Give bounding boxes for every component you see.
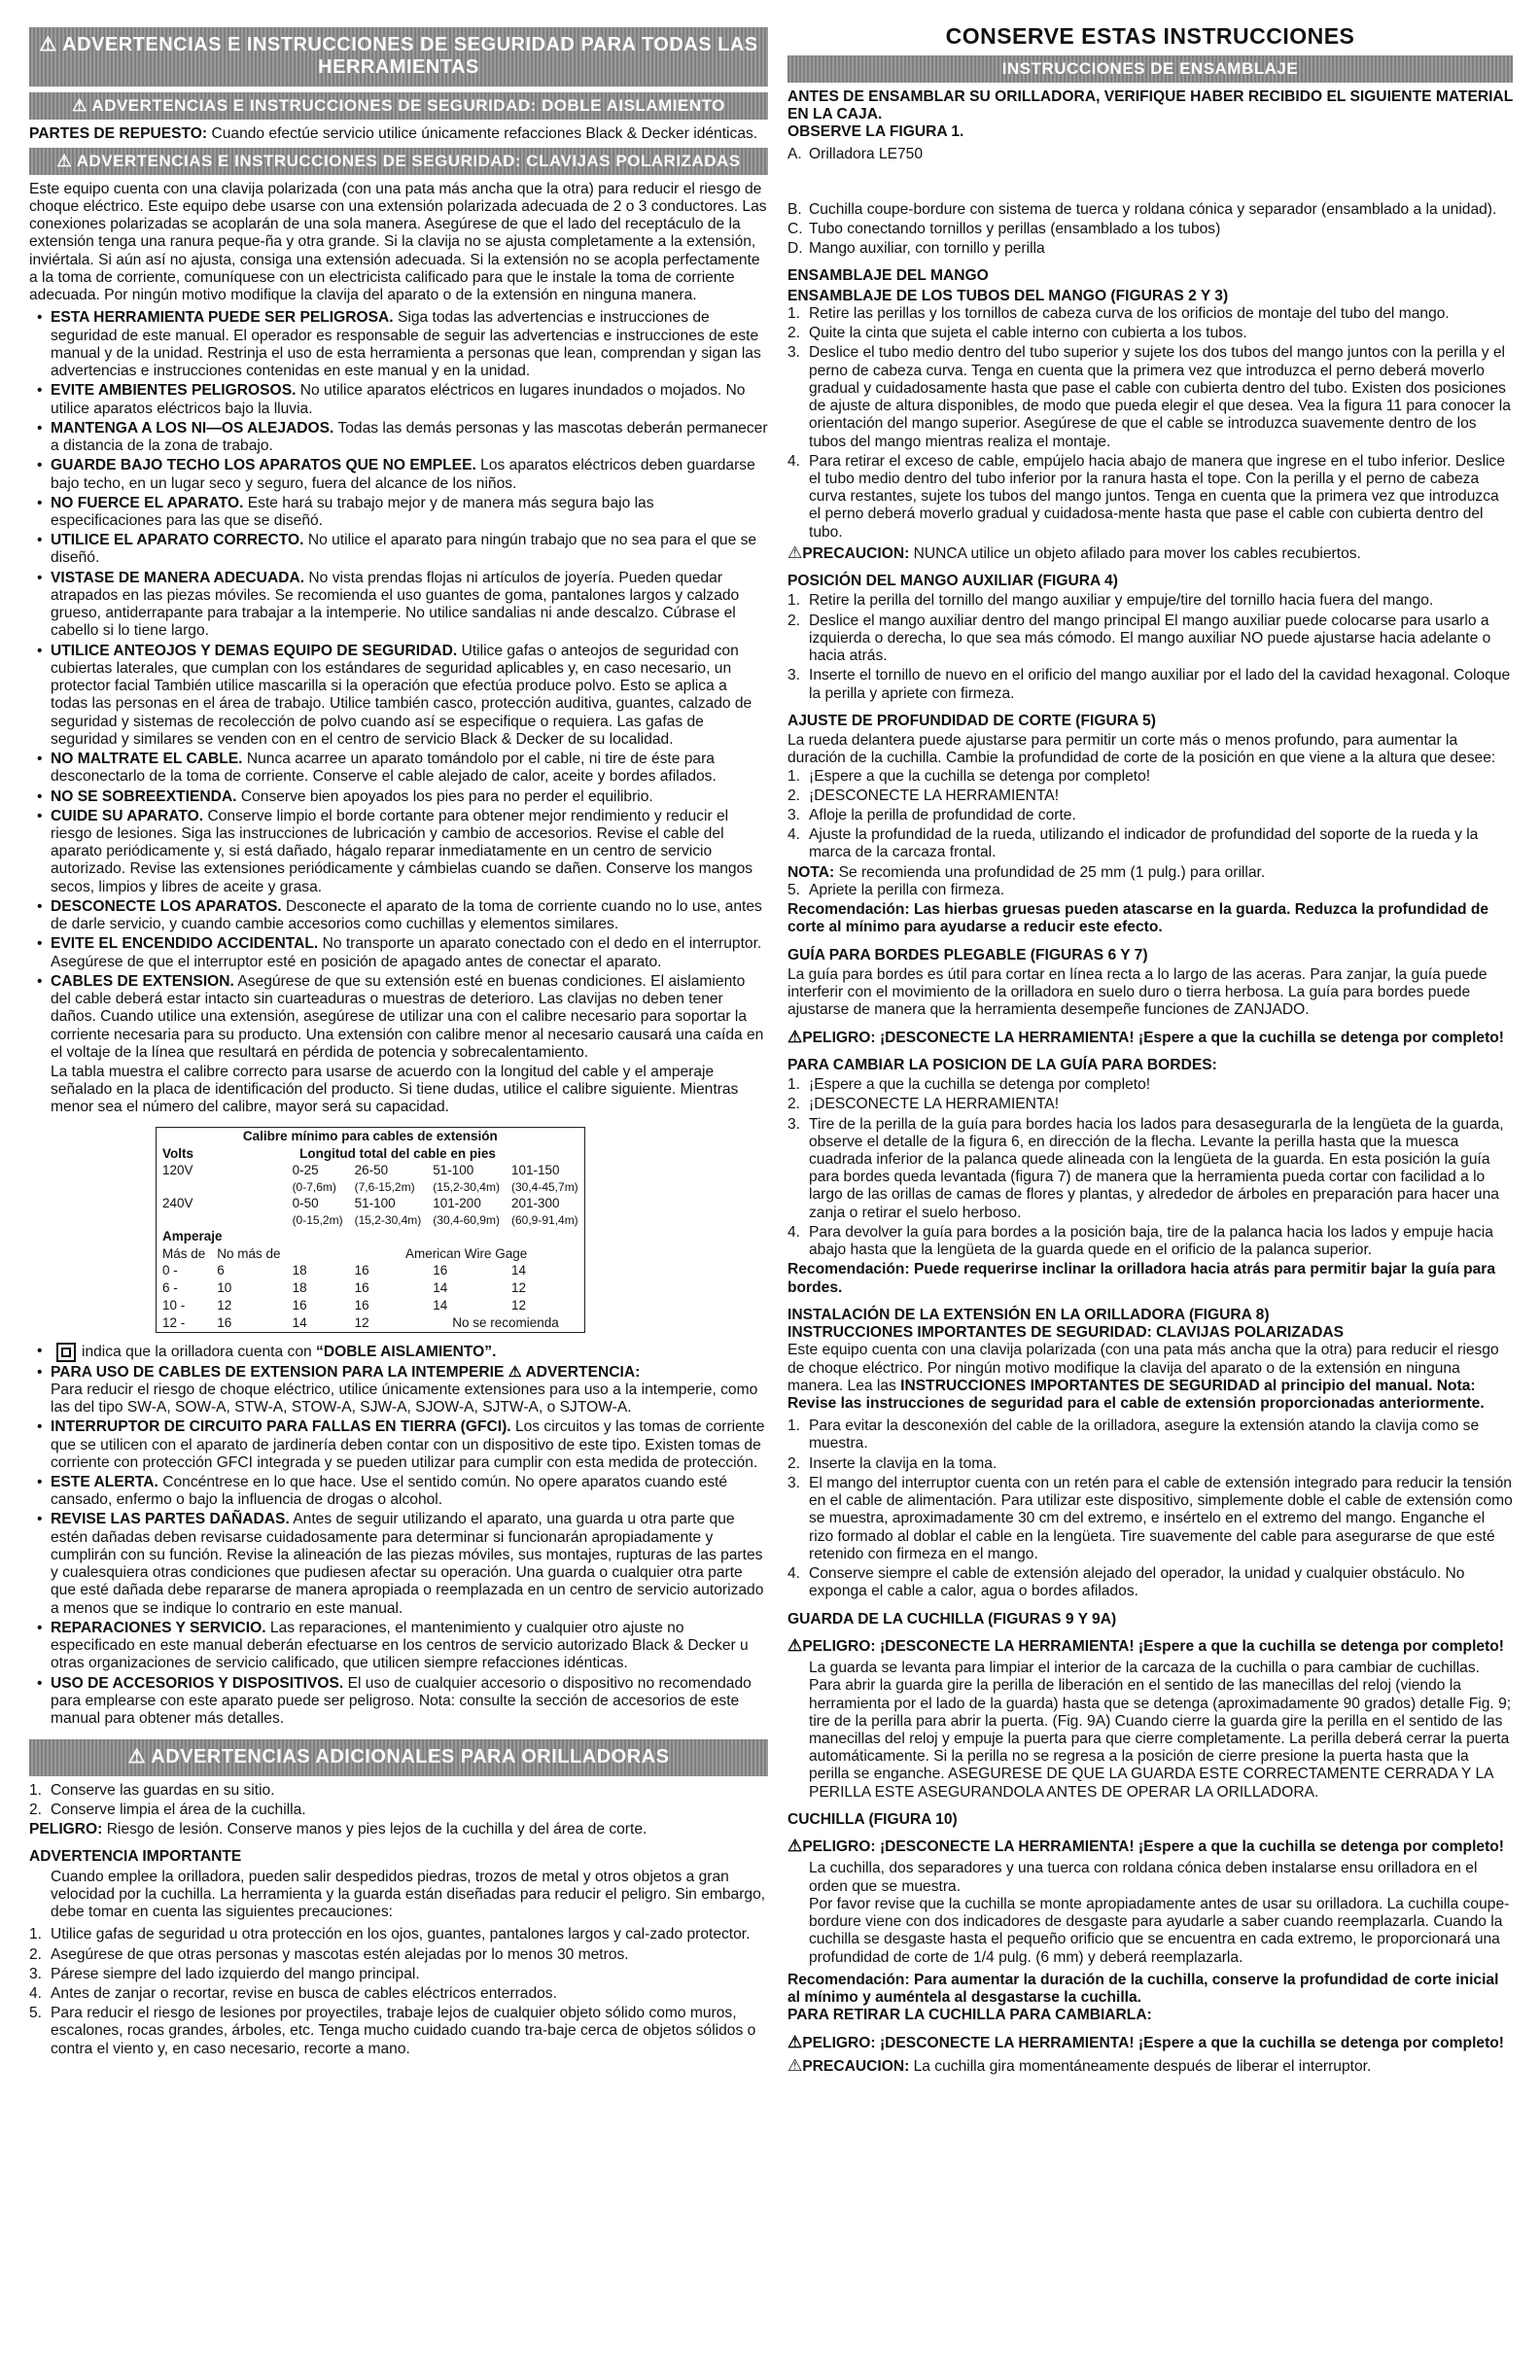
see-figure-1: OBSERVE LA FIGURA 1. <box>788 123 964 141</box>
list-item: 2. Asegúrese de que otras personas y mascotas estén alejadas por lo menos 30 metros. <box>29 1945 629 1963</box>
list-item: • ESTA HERRAMIENTA PUEDE SER PELIGROSA. Siga todas las advertencias e instrucciones de seguridad de este manual. El operador es responsable de seguir las advertencias e instrucciones de este manual y de la unidad. Restrinja el uso de esta herramienta a personas que lean, comprendan y sigan las advertencias e instrucciones contenidas en este manual y en la unidad. <box>51 309 768 380</box>
list-item: 4. Ajuste la profundidad de la rueda, utilizando el indicador de profundidad del soporte de la rueda y la marca de la carcaza frontal. <box>788 826 1479 861</box>
list-item: 4. Antes de zanjar o recortar, revise en busca de cables eléctricos enterrados. <box>29 1985 557 2003</box>
safety-bullet-list <box>29 309 768 1062</box>
warning-triangle-icon: ⚠ <box>788 1027 803 1046</box>
warning-triangle-icon: ⚠ <box>788 2032 803 2051</box>
danger-warning-3: ⚠PELIGRO: ¡DESCONECTE LA HERRAMIENTA! ¡Espere a que la cuchilla se detenga por completo! <box>788 1837 1504 1856</box>
list-item: • NO SE SOBREEXTIENDA. Conserve bien apoyados los pies para no perder el equilibrio. <box>51 788 768 806</box>
list-item: 1. Utilice gafas de seguridad u otra protección en los ojos, guantes, pantalones largos y cal-zado protector. <box>29 1926 751 1943</box>
list-item: • indica que la orilladora cuenta con “DOBLE AISLAMIENTO”. <box>51 1343 768 1362</box>
cut-depth-text: La rueda delantera puede ajustarse para permitir un corte más o menos profundo, para aumentar la duración de la cuchilla. Cambie la profundidad de corte de la posición en que viene a la altura que desee: <box>788 732 1496 767</box>
list-item: • UTILICE EL APARATO CORRECTO. No utilice el aparato para ningún trabajo que no sea para el que se diseñó. <box>51 532 768 567</box>
handle-assembly-heading: ENSAMBLAJE DEL MANGO <box>788 267 989 285</box>
list-item: 2. Conserve limpia el área de la cuchilla. <box>29 1801 306 1818</box>
blade-text-1: La cuchilla, dos separadores y una tuerca con roldana cónica deben instalarse ensu orilladora en el orden que se muestra. <box>809 1860 1478 1895</box>
depth-note: NOTA: Se recomienda una profundidad de 25 mm (1 pulg.) para orillar. <box>788 863 1266 881</box>
additional-warnings-list <box>29 1782 768 1819</box>
extension-steps <box>788 1418 1513 1600</box>
caution-note-2: ⚠PRECAUCION: La cuchilla gira momentáneamente después de liberar el interruptor. <box>788 2055 1372 2075</box>
warning-triangle-icon: ⚠ <box>788 2055 803 2075</box>
table-row: 10 - 12 16 16 14 12 <box>162 1298 527 1313</box>
list-item: 3. Inserte el tornillo de nuevo en el orificio del mango auxiliar por el lado del la cavidad hexagonal. Coloque la perilla y apriete con firmeza. <box>788 667 1511 702</box>
list-item: C. Tubo conectando tornillos y perillas (ensamblado a los tubos) <box>788 220 1221 237</box>
cut-depth-steps <box>788 768 1513 862</box>
list-item: • EVITE AMBIENTES PELIGROSOS. No utilice aparatos eléctricos en lugares inundados o mojados. No utilice aparatos eléctricos bajo la lluvia. <box>51 382 768 417</box>
list-item: 2. Quite la cinta que sujeta el cable interno con cubierta a los tubos. <box>788 325 1247 342</box>
list-item: • REVISE LAS PARTES DAÑADAS. Antes de seguir utilizando el aparato, una guarda u otra parte que estén dañadas deben revisarse cuidadosamente para determinar si funcionarán apropiadamente y cumplirán con su función. Revise la alineación de las piezas móviles, sus montajes, rupturas de las partes y cualesquiera otras condiciones que pudiesen afectar su operación. Una guarda o cualquier otra parte que esté dañada debe repararse de manera apropiada o reemplazada en un centro de servicio autorizado a menos que se indique lo contrario en este manual. <box>51 1511 768 1617</box>
handle-tubes-heading: ENSAMBLAJE DE LOS TUBOS DEL MANGO (FIGURAS 2 Y 3) <box>788 287 1229 304</box>
list-item: 5. Para reducir el riesgo de lesiones por proyectiles, trabaje lejos de cualquier objeto sólido como muros, escalones, rocas grandes, árboles, etc. Tenga mucho cuidado cuando tra-baje cerca de objetos sólidos o contra el viento y, en caso necesario, recorte a mano. <box>29 2005 756 2057</box>
before-assembly-text: ANTES DE ENSAMBLAR SU ORILLADORA, VERIFIQUE HABER RECIBIDO EL SIGUIENTE MATERIAL EN LA CAJA. <box>788 88 1513 123</box>
gauge-table-intro: La tabla muestra el calibre correcto para usarse de acuerdo con la longitud del cable y el amperaje señalado en la placa de identificación del producto. Si tiene dudas, utilice el calibre siguiente. Mientras menor sea el número del calibre, mayor será su capacidad. <box>51 1064 739 1116</box>
list-item: • MANTENGA A LOS NI—OS ALEJADOS. Todas las demás personas y las mascotas deberán permanecer a distancia de la zona de trabajo. <box>51 420 768 455</box>
list-item: 1. Conserve las guardas en su sitio. <box>29 1781 275 1799</box>
edge-guide-heading: GUÍA PARA BORDES PLEGABLE (FIGURAS 6 Y 7) <box>788 946 1148 963</box>
safety-bullet-list-2 <box>29 1343 768 1729</box>
change-guide-heading: PARA CAMBIAR LA POSICION DE LA GUÍA PARA BORDES: <box>788 1056 1217 1073</box>
danger-warning-1: ⚠PELIGRO: ¡DESCONECTE LA HERRAMIENTA! ¡Espere a que la cuchilla se detenga por completo! <box>788 1027 1504 1046</box>
replacement-parts-label: PARTES DE REPUESTO: <box>29 124 208 142</box>
list-item: 4. Conserve siempre el cable de extensión alejado del operador, la unidad y cualquier obstáculo. No exponga el cable a calor, agua o bordes afilados. <box>788 1565 1465 1600</box>
list-item: 1. Retire las perillas y los tornillos de cabeza curva de los orificios de montaje del tubo del mango. <box>788 304 1450 322</box>
list-item: 2. Inserte la clavija en la toma. <box>788 1454 998 1472</box>
left-column <box>29 23 768 2357</box>
banner-double-insulation: ⚠ ADVERTENCIAS E INSTRUCCIONES DE SEGURIDAD: DOBLE AISLAMIENTO <box>29 92 768 120</box>
list-item: • REPARACIONES Y SERVICIO. Las reparaciones, el mantenimiento y cualquier otro ajuste no especificado en este manual deberán efectuarse en los centros de servicio autorizado Black & Decker u otras organizaciones de servicio calificado, que utilicen siempre refacciones idénticas. <box>51 1620 768 1673</box>
list-item: 2. ¡DESCONECTE LA HERRAMIENTA! <box>788 1096 1060 1113</box>
banner-polarized-plugs: ⚠ ADVERTENCIAS E INSTRUCCIONES DE SEGURIDAD: CLAVIJAS POLARIZADAS <box>29 148 768 175</box>
replacement-parts <box>29 125 768 143</box>
list-item: • VISTASE DE MANERA ADECUADA. No vista prendas flojas ni artículos de joyería. Pueden quedar atrapados en las piezas móviles. Se recomienda el uso guantes de goma, pantalones largos y calzado grueso, antiderrapante para trabajar a la intemperie. No utilice sandalias ni ande descalzo. Cúbrase el cabello si lo tiene largo. <box>51 570 768 641</box>
list-item: 1. ¡Espere a que la cuchilla se detenga por completo! <box>788 767 1151 785</box>
list-item: • GUARDE BAJO TECHO LOS APARATOS QUE NO EMPLEE. Los aparatos eléctricos deben guardarse bajo techo, en un lugar seco y seguro, fuera del alcance de los niños. <box>51 457 768 492</box>
list-item: A. Orilladora LE750 <box>788 146 924 163</box>
warning-triangle-icon: ⚠ <box>788 542 803 562</box>
cut-depth-step-5 <box>788 882 1513 899</box>
list-item: 1. Retire la perilla del tornillo del mango auxiliar y empuje/tire del tornillo hacia fuera del mango. <box>788 592 1434 610</box>
recommendation-2: Recomendación: Puede requerirse inclinar la orilladora hacia atrás para permitir bajar la guía para bordes. <box>788 1261 1496 1296</box>
replacement-parts-text: Cuando efectúe servicio utilice únicamente refacciones Black & Decker idénticas. <box>211 124 758 142</box>
table-row: 12 - 16 14 12 No se recomienda <box>162 1314 559 1330</box>
banner-assembly: INSTRUCCIONES DE ENSAMBLAJE <box>788 55 1513 83</box>
list-item: 1. ¡Espere a que la cuchilla se detenga por completo! <box>788 1076 1151 1094</box>
recommendation-1: Recomendación: Las hierbas gruesas pueden atascarse en la guarda. Reduzca la profundidad de corte al mínimo para ayudarse a reducir este efecto. <box>788 901 1489 936</box>
list-item: 3. Párese siempre del lado izquierdo del mango principal. <box>29 1965 420 1982</box>
aux-handle-heading: POSICIÓN DEL MANGO AUXILIAR (FIGURA 4) <box>788 573 1118 590</box>
caution-note-1: ⚠PRECAUCION: NUNCA utilice un objeto afilado para mover los cables recubiertos. <box>788 542 1361 562</box>
table-row: 0 - 6 18 16 16 14 <box>162 1263 527 1278</box>
warning-triangle-icon: ⚠ <box>788 1635 803 1655</box>
list-item: • INTERRUPTOR DE CIRCUITO PARA FALLAS EN TIERRA (GFCI). Los circuitos y las tomas de corriente que se utilicen con el aparato de jardinería deben contar con un dispositivo de este tipo. Existen tomas de corriente con protección GFCI integrada y se pueden utilizar para cumplir con esta medida de protección. <box>51 1418 768 1472</box>
list-item: 2. ¡DESCONECTE LA HERRAMIENTA! <box>788 787 1060 804</box>
precautions-list <box>29 1926 768 2058</box>
blade-guard-heading: GUARDA DE LA CUCHILLA (FIGURAS 9 Y 9A) <box>788 1610 1117 1628</box>
blade-text-2: Por favor revise que la cuchilla se monte apropiadamente antes de usar su orilladora. La cuchilla coupe-bordure viene con dos indicadores de desgaste para ayudarle a saber cuando reemplazarla. Cuando la cuchilla se desgaste hasta el pequeño orificio que se encuentra en cada extremo, le proporcionará una profundidad de corte de 1/4 pulg. (6 mm) y deberá reemplazarla. <box>809 1895 1510 1966</box>
list-item: 3. Deslice el tubo medio dentro del tubo superior y sujete los dos tubos del mango juntos con la perilla y el perno de cabeza curva. Tenga en cuenta que la primera vez que introduzca el perno deberá moverlo gradual y cuidadosamente hasta que pase el cable con cubierta dentro del tubo. Existen dos posiciones de ajuste de altura disponibles, de modo que pueda elegir el que desea. Vea la figura 11 para conocer la orientación del mango superior. Asegúrese de que el cable se introduzca suavemente dentro de los tubos del mango mientras realiza el montaje. <box>788 344 1511 450</box>
list-item: B. Cuchilla coupe-bordure con sistema de tuerca y roldana cónica y separador (ensamblado a la unidad). <box>788 200 1497 218</box>
list-item: • USO DE ACCESORIOS Y DISPOSITIVOS. El uso de cualquier accesorio o dispositivo no recomendado para emplearse con este aparato puede ser peligroso. Nota: consulte la sección de accesorios de este manual para obtener más detalles. <box>51 1675 768 1729</box>
list-item: 4. Para devolver la guía para bordes a la posición baja, tire de la palanca hacia los lados y empuje hacia abajo hasta que la lengüeta de la guarda quede en el orificio de la palanca superior. <box>788 1223 1493 1259</box>
list-item: • ESTE ALERTA. Concéntrese en lo que hace. Use el sentido común. No opere aparatos cuando esté cansado, enfermo o bajo la influencia de drogas o alcohol. <box>51 1474 768 1509</box>
list-item: 5. Apriete la perilla con firmeza. <box>788 881 1005 898</box>
right-column <box>788 23 1513 2357</box>
edge-guide-text: La guía para bordes es útil para cortar en línea recta a lo largo de las aceras. Para zanjar, la guía puede interferir con el movimiento de la orilladora en suelo duro o tierra herbosa. La guía para bordes puede ajustarse de manera que la herramienta desempeñe funciones de ZANJADO. <box>788 965 1488 1019</box>
list-item: 3. Afloje la perilla de profundidad de corte. <box>788 806 1076 823</box>
gauge-table-title: Calibre mínimo para cables de extensión <box>242 1128 498 1143</box>
list-item: 1. Para evitar la desconexión del cable de la orilladora, asegure la extensión atando la clavija como se muestra. <box>788 1418 1480 1452</box>
important-warning-heading: ADVERTENCIA IMPORTANTE <box>29 1848 242 1866</box>
list-item: • PARA USO DE CABLES DE EXTENSION PARA LA INTEMPERIE ⚠ ADVERTENCIA: Para reducir el riesgo de choque eléctrico, utilice únicamente extensiones para uso a la intemperie, como las del tipo SW-A, SOW-A, STW-A, STOW-A, SJW-A, SJOW-A, SJTW-A, o SJTOW-A. <box>51 1364 768 1418</box>
danger-warning-2: ⚠PELIGRO: ¡DESCONECTE LA HERRAMIENTA! ¡Espere a que la cuchilla se detenga por completo! <box>788 1635 1504 1655</box>
list-item: • NO MALTRATE EL CABLE. Nunca acarree un aparato tomándolo por el cable, ni tire de éste para desconectarlo de la toma de corriente. Conserve el cable alejado de calor, aceite y bordes afilados. <box>51 751 768 786</box>
list-item: • DESCONECTE LOS APARATOS. Desconecte el aparato de la toma de corriente cuando no lo use, antes de darle servicio, y cuando cambie accesorios como cuchillas y elementos similares. <box>51 898 768 933</box>
amperage-header: Amperaje <box>162 1228 223 1243</box>
list-item: 2. Deslice el mango auxiliar dentro del mango principal El mango auxiliar puede colocarse para usarlo a izquierda o derecha, lo que sea más cómodo. El mango auxiliar NO puede ajustarse hacia adelante o hacia atrás. <box>788 612 1491 665</box>
banner-general-safety: ⚠ ADVERTENCIAS E INSTRUCCIONES DE SEGURIDAD PARA TODAS LAS HERRAMIENTAS <box>29 27 768 87</box>
extension-cord-gauge-table: Calibre mínimo para cables de extensión Volts Longitud total del cable en pies 120V 0-25 26-50 51-100 101-150 (0-7,6m) (7,6-15,2m) (15,2-30,4m) (30,4-45,7m) 240V 0-50 51-100 101-200 201-300 (0-15,2m) (15,2-30,4m) (30,4-60,9m) (60,9-91,4m) Amperaje Más de No más de American Wire Gage 0 - 6 18 16 16 14 6 - 10 18 16 14 12 10 - 12 16 16 14 12 12 - 16 14 12 No se recomienda <box>156 1127 585 1333</box>
list-item: • CABLES DE EXTENSION. Asegúrese de que su extensión esté en buenas condiciones. El aislamiento del cable deberá estar intacto sin cuarteaduras o muestras de deterioro. Las clavijas no deben tener daños. Cuando utilice una extensión, asegúrese de utilizar una con el calibre necesario para soportar la corriente necesaria para su producto. Una extensión con calibre menor al necesario causará una caída en el voltaje de la línea que resultará en pérdida de potencia y sobrecalentamiento. <box>51 973 768 1062</box>
page-title: CONSERVE ESTAS INSTRUCCIONES <box>945 23 1355 49</box>
table-row: 6 - 10 18 16 14 12 <box>162 1280 527 1296</box>
polarized-plugs-text: Este equipo cuenta con una clavija polarizada (con una pata más ancha que la otra) para reducir el riesgo de choque eléctrico. Este equipo debe usarse con una extensión polarizada adecuada de 2 o 3 conductores. Las conexiones polarizadas se acoplarán de una sola manera. Asegúrese de que el lado del receptáculo de la extensión tenga una ranura peque-ña y otra grande. Si la clavija no se ajusta completamente a la extensión, inviértala. Si aún así no ajusta, consiga una extensión adecuada. Si la extensión no se acopla perfectamente a la toma de corriente, comuníquese con un electricista calificado para que le instale la toma de corriente adecuada. Por ningún motivo modifique la clavija del aparato o de la extensión en ninguna manera. <box>29 180 767 304</box>
list-item: 3. El mango del interruptor cuenta con un retén para el cable de extensión integrado para reducir la tensión en el cable de alimentación. Para utilizar este dispositivo, simplemente doble el cable de extensión como se muestra, aproximadamente 30 cm del extremo, e insértelo en el extremo del mango. Enganche el rizo formado al doblar el cable en la lengüeta. Tire suavemente del cable para asegurarse de que esté retenido con firmeza en el mango. <box>788 1474 1513 1562</box>
double-insulation-icon <box>56 1343 76 1362</box>
list-item: 4. Para retirar el exceso de cable, empújelo hacia abajo de manera que ingrese en el tubo inferior. Deslice el tubo medio dentro del tubo inferior por la ranura hasta el tope. Con la perilla y el perno de cabeza curva restantes, sujete los tubos del mango juntos. Tenga en cuenta que la primera vez que introduzca el perno deberá moverlo gradual y cuidadosa-mente hasta que pase el cable con cubierta dentro del tubo. <box>788 452 1506 541</box>
blade-guard-text: La guarda se levanta para limpiar el interior de la carcaza de la cuchilla o para cambiar de cuchillas. Para abrir la guarda gire la perilla de liberación en el sentido de las manecillas del reloj (viendo la herramienta por el lado de la guarda) hasta que se detenga (aproximadamente 90 grados) detalle Fig. 9; tire de la perilla para abrir la puerta. (Fig. 9A) Cuando cierre la guarda gire la perilla en el sentido de las manecillas del reloj y empuje la puerta para que cierre completamente. La perilla deberá cerrar la puerta automáticamente. Si la perilla no se regresa a la posición de cierre presione la puerta hasta que la perilla se enganche. ASEGURESE DE QUE LA GUARDA ESTE CORRECTAMENTE CERRADA Y LA PERILLA ESTE ASEGURANDOLA ANTES DE OPERAR LA ORILLADORA. <box>809 1660 1512 1801</box>
banner-additional-warnings: ⚠ ADVERTENCIAS ADICIONALES PARA ORILLADORAS <box>29 1739 768 1775</box>
list-item: • UTILICE ANTEOJOS Y DEMAS EQUIPO DE SEGURIDAD. Utilice gafas o anteojos de seguridad con cubiertas laterales, que cumplan con los estándares de seguridad aplicables y, en caso necesario, un protector facial También utilice mascarilla si la operación que efectúa produce polvo. Esto se aplica a todas las personas en el área de trabajo. Utilice también casco, protección auditiva, guantes, calzado de seguridad y sistemas de recolección de polvo cuando así se especifique o requiera. Las gafas de seguridad y similares se venden con en el centro de servicio Black & Decker de su localidad. <box>51 643 768 749</box>
extension-install-heading: INSTALACIÓN DE LA EXTENSIÓN EN LA ORILLADORA (FIGURA 8) <box>788 1306 1270 1323</box>
box-contents-list <box>788 146 1513 258</box>
blade-heading: CUCHILLA (FIGURA 10) <box>788 1810 958 1828</box>
volts-header: Volts <box>162 1145 194 1161</box>
recommendation-3: Recomendación: Para aumentar la duración de la cuchilla, conserve la profundidad de corte inicial al mínimo y auméntela al desgastarse la cuchilla. <box>788 1971 1499 2007</box>
warning-triangle-icon: ⚠ <box>788 1837 803 1856</box>
length-header: Longitud total del cable en pies <box>299 1145 496 1161</box>
handle-steps <box>788 305 1513 542</box>
danger-note: PELIGRO: Riesgo de lesión. Conserve manos y pies lejos de la cuchilla y del área de corte. <box>29 1821 648 1838</box>
change-guide-steps <box>788 1076 1513 1259</box>
list-item: D. Mango auxiliar, con tornillo y perilla <box>788 240 1045 258</box>
list-item: • CUIDE SU APARATO. Conserve limpio el borde cortante para obtener mejor rendimiento y reducir el riesgo de lesiones. Siga las instrucciones de lubricación y cambio de accesorios. Revise el cable del aparato periódicamente y, si está dañado, hágalo reparar inmediatamente en un centro de servicio autorizado. Revise las extensiones periódicamente y cámbielas cuando se dañen. Conserve los mangos secos, limpios y libres de aceite y grasa. <box>51 808 768 896</box>
remove-blade-heading: PARA RETIRAR LA CUCHILLA PARA CAMBIARLA: <box>788 2007 1152 2024</box>
important-warning-text: Cuando emplee la orilladora, pueden salir despedidos piedras, trozos de metal y otros objetos a gran velocidad por la cuchilla. La herramienta y la guarda están diseñadas para reducir el peligro. Sin embargo, debe tomar en cuenta las siguientes precauciones: <box>51 1868 766 1921</box>
aux-handle-steps <box>788 592 1513 702</box>
list-item: • EVITE EL ENCENDIDO ACCIDENTAL. No transporte un aparato conectado con el dedo en el interruptor. Asegúrese de que el interruptor esté en posición de apagado antes de conectar el aparato. <box>51 935 768 970</box>
cut-depth-heading: AJUSTE DE PROFUNDIDAD DE CORTE (FIGURA 5) <box>788 712 1156 729</box>
extension-safety-heading: INSTRUCCIONES IMPORTANTES DE SEGURIDAD: CLAVIJAS POLARIZADAS <box>788 1324 1345 1342</box>
list-item: 3. Tire de la perilla de la guía para bordes hacia los lados para desasegurarla de la lengüeta de la guarda, observe el detalle de la figura 6, en dirección de la flecha. Levante la perilla hasta que la muesca cuadrada inferior de la palanca quede alineada con la lengüeta de la guarda. En esta posición la guía para bordes queda levantada (figura 7) de manera que la herramienta pueda cortar con facilidad a lo largo de las orillas de camas de flores y plantas, y alrededor de árboles en preparación para hacer una zanja o retirar el suelo herboso. <box>788 1115 1504 1221</box>
extension-text: Este equipo cuenta con una clavija polarizada (con una pata más ancha que la otra) para reducir el riesgo de choque eléctrico. Por ningún motivo modifique la clavija del aparato o de la extensión en ninguna manera. Lea las INSTRUCCIONES IMPORTANTES DE SEGURIDAD al principio del manual. Nota: Revise las instrucciones de seguridad para el cable de extensión proporcionadas anteriormente. <box>788 1342 1499 1413</box>
danger-warning-4: ⚠PELIGRO: ¡DESCONECTE LA HERRAMIENTA! ¡Espere a que la cuchilla se detenga por completo! <box>788 2032 1504 2051</box>
list-item: • NO FUERCE EL APARATO. Este hará su trabajo mejor y de manera más segura bajo las especificaciones para las que se diseñó. <box>51 495 768 530</box>
